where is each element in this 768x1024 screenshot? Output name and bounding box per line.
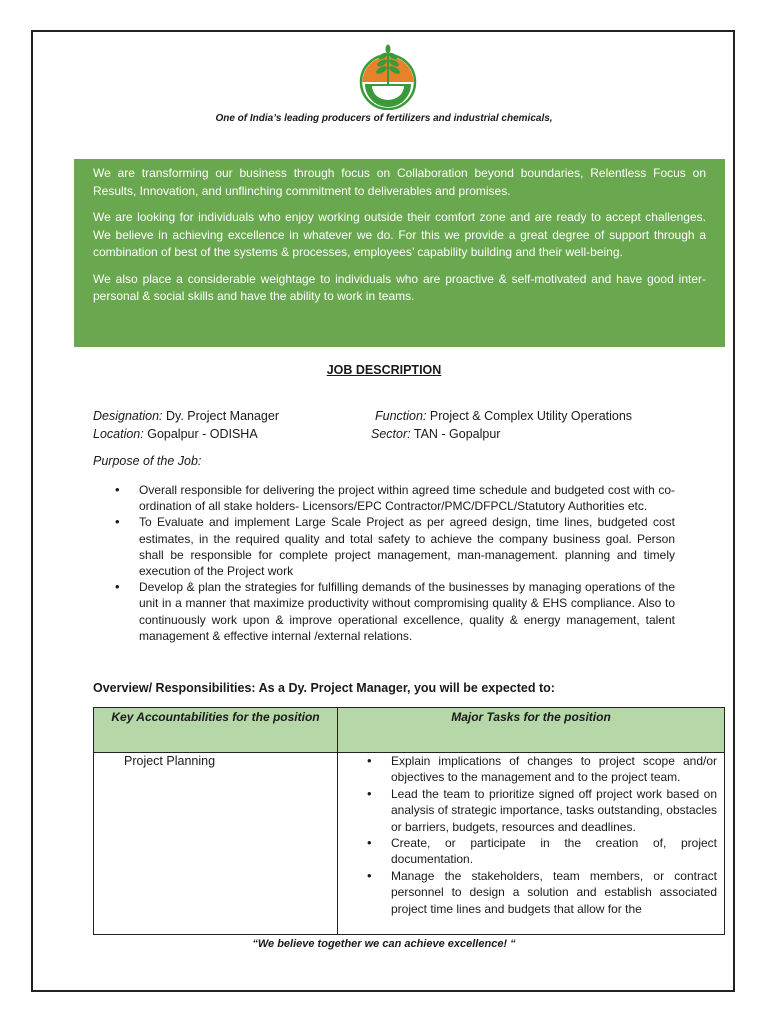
function-value: Project & Complex Utility Operations: [429, 409, 633, 423]
list-item: • Manage the stakeholders, team members, or contract personnel to design a solution and establish associated project time lines and budgets that allow for the: [367, 867, 717, 916]
location-value: Gopalpur - ODISHA: [147, 427, 258, 441]
bullet-icon: •: [115, 579, 120, 595]
job-description-title: JOB DESCRIPTION: [326, 363, 442, 377]
table-row-label: Project Planning: [124, 754, 216, 768]
list-item: • Overall responsible for delivering the project within agreed time schedule and budgeted cost with co-ordination of all stake holders- Licensors/EPC Contractor/PMC/DFPCL/Statutory Authorities etc.: [115, 482, 675, 514]
function: [375, 409, 632, 423]
purpose-heading: Purpose of the Job:: [93, 454, 202, 468]
list-item: • Create, or participate in the creation of, project documentation.: [367, 835, 717, 867]
designation-label: Designation:: [93, 409, 163, 423]
footer-quote: “We believe together we can achieve excellence! “: [252, 938, 516, 950]
table-header-accountabilities: Key Accountabilities for the position: [111, 710, 320, 724]
table-divider: [337, 708, 338, 935]
sector-value: TAN - Gopalpur: [413, 427, 501, 441]
intro-paragraph: We are looking for individuals who enjoy working outside their comfort zone and are ready to accept challenges. We believe in achieving excellence in whatever we do. For this we provide a great degree of support through a combination of best of the systems & processes, employees’ capability building and their well-being.: [93, 210, 706, 259]
designation: [93, 409, 279, 423]
responsibilities-table: [93, 707, 725, 935]
intro-panel: [74, 159, 725, 347]
table-header-tasks: Major Tasks for the position: [451, 710, 611, 724]
bullet-icon: •: [367, 867, 372, 883]
sector: [371, 427, 500, 441]
function-label: Function:: [375, 409, 427, 423]
purpose-list: [93, 482, 675, 644]
intro-paragraph: We are transforming our business through focus on Collaboration beyond boundaries, Relentless Focus on Results, Innovation, and unflinching commitment to deliverables and promises.: [93, 166, 706, 198]
location: [93, 427, 258, 441]
intro-paragraph: We also place a considerable weightage to individuals who are proactive & self-motivated and have good inter-personal & social skills and have the ability to work in teams.: [93, 271, 706, 303]
list-item: • To Evaluate and implement Large Scale Project as per agreed design, time lines, budgeted cost estimates, in the required quality and total safety to achieve the company business goal. Person shall be responsible for complete project management, man-management. planning and timely execution of the Project work: [115, 514, 675, 579]
list-item: • Explain implications of changes to project scope and/or objectives to the management and to the project team.: [367, 753, 717, 785]
list-item: • Lead the team to prioritize signed off project work based on analysis of strategic importance, tasks outstanding, obstacles or barriers, budgets, resources and deadlines.: [367, 785, 717, 834]
bullet-icon: •: [367, 753, 372, 768]
company-logo: [358, 44, 418, 110]
company-tagline: One of India’s leading producers of fertilizers and industrial chemicals,: [215, 113, 553, 124]
overview-heading: Overview/ Responsibilities: As a Dy. Project Manager, you will be expected to:: [93, 681, 555, 695]
bullet-icon: •: [115, 482, 120, 497]
bullet-icon: •: [115, 514, 120, 530]
location-label: Location:: [93, 427, 144, 441]
designation-value: Dy. Project Manager: [165, 409, 279, 423]
bullet-icon: •: [367, 835, 372, 851]
task-list: [364, 753, 717, 917]
bullet-icon: •: [367, 785, 372, 801]
sector-label: Sector:: [371, 427, 411, 441]
list-item: • Develop & plan the strategies for fulfilling demands of the businesses by managing operations of the unit in a manner that maximize productivity without compromising quality & EHS compliance. Also to continuously work upon & improve operational excellence, quality & energy management, talent management & effective internal /external relations.: [115, 579, 675, 643]
